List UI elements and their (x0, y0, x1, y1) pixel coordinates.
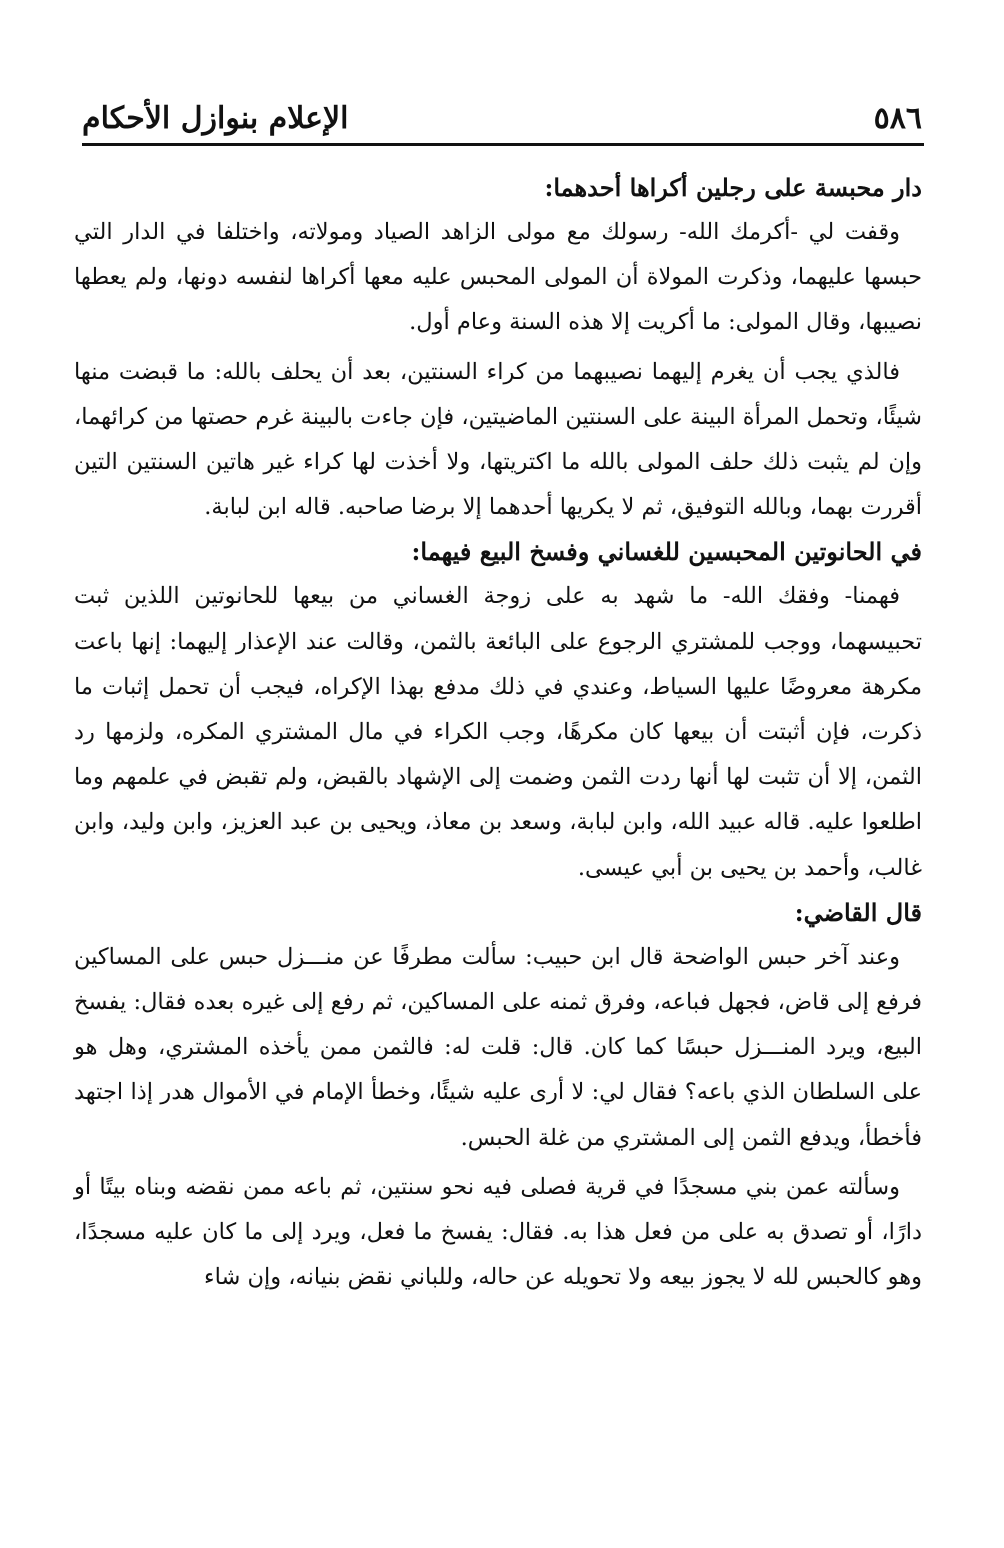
page-number: ٥٨٦ (873, 101, 922, 136)
header-rule (82, 143, 924, 146)
page-body (74, 166, 922, 1300)
section-heading: قال القاضي: (794, 897, 922, 927)
running-header (82, 90, 922, 134)
paragraph: وسألته عمن بني مسجدًا في قرية فصلى فيه نحو سنتين، ثم باعه ممن نقضه وبناه بيتًا أو دارًا، أو تصدق به على من فعل هذا به. فقال: يفسخ ما فعل، ويرد إلى ما كان عليه مسجدًا، وهو كالحبس لله لا يجوز بيعه ولا تحويله عن حاله، وللباني نقض بنيانه، وإن شاء (74, 1173, 922, 1291)
paragraph: وعند آخر حبس الواضحة قال ابن حبيب: سألت مطرفًا عن منـــزل حبس على المساكين فرفع إلى قاض، فجهل فباعه، وفرق ثمنه على المساكين، ثم رفع إلى غيره بعده فقال: يفسخ البيع، ويرد المنـــزل حبسًا كما كان. قال: قلت له: فالثمن ممن يأخذه المشتري، وهل هو على السلطان الذي باعه؟ فقال لي: لا أرى عليه شيئًا، وخطأ الإمام في الأموال هدر إذا اجتهد فأخطأ، ويدفع الثمن إلى المشتري من غلة الحبس. (74, 943, 922, 1151)
section-heading: في الحانوتين المحبسين للغساني وفسخ البيع فيهما: (411, 537, 922, 567)
book-title: الإعلام بنوازل الأحكام (82, 101, 349, 136)
paragraph: وقفت لي -أكرمك الله- رسولك مع مولى الزاهد الصياد ومولاته، واختلفا في الدار التي حبسها عليهما، وذكرت المولاة أن المولى المحبس عليه معها أكراها لنفسه دونها، ولم يعطها نصيبها، وقال المولى: ما أكريت إلا هذه السنة وعام أول. (74, 219, 922, 336)
section-heading: دار محبسة على رجلين أكراها أحدهما: (544, 173, 922, 202)
paragraph: فهمنا- وفقك الله- ما شهد به على زوجة الغساني من بيعها للحانوتين اللذين ثبت تحبيسهما، ووجب للمشتري الرجوع على البائعة بالثمن، وقالت عند الإعذار إليهما: إنها باعت مكرهة معروضًا عليها السياط، وعندي في ذلك مدفع بهذا الإكراه، فيجب أن تحمل إثبات ما ذكرت، فإن أثبتت أن بيعها كان مكرهًا، وجب الكراء في مال المشتري المكره، ولزمها رد الثمن، إلا أن تثبت لها أنها ردت الثمن وضمت إلى الإشهاد بالقبض، ولم تقبض في علمهم وما اطلعوا عليه. قاله عبيد الله، وابن لبابة، وسعد بن معاذ، ويحيى بن عبد العزيز، وابن وليد، وابن غالب، وأحمد بن يحيى بن أبي عيسى. (74, 583, 922, 881)
paragraph: فالذي يجب أن يغرم إليهما نصيبهما من كراء السنتين، بعد أن يحلف بالله: ما قبضت منها شيئًا، وتحمل المرأة البينة على السنتين الماضيتين، فإن جاءت بالبينة غرم حصتها من كرائهما، وإن لم يثبت ذلك حلف المولى بالله ما اكتريتها، ولا أخذت لها كراء غير هاتين السنتين التين أقررت بهما، وبالله التوفيق، ثم لا يكريها أحدهما إلا برضا صاحبه. قاله ابن لبابة. (74, 358, 922, 521)
